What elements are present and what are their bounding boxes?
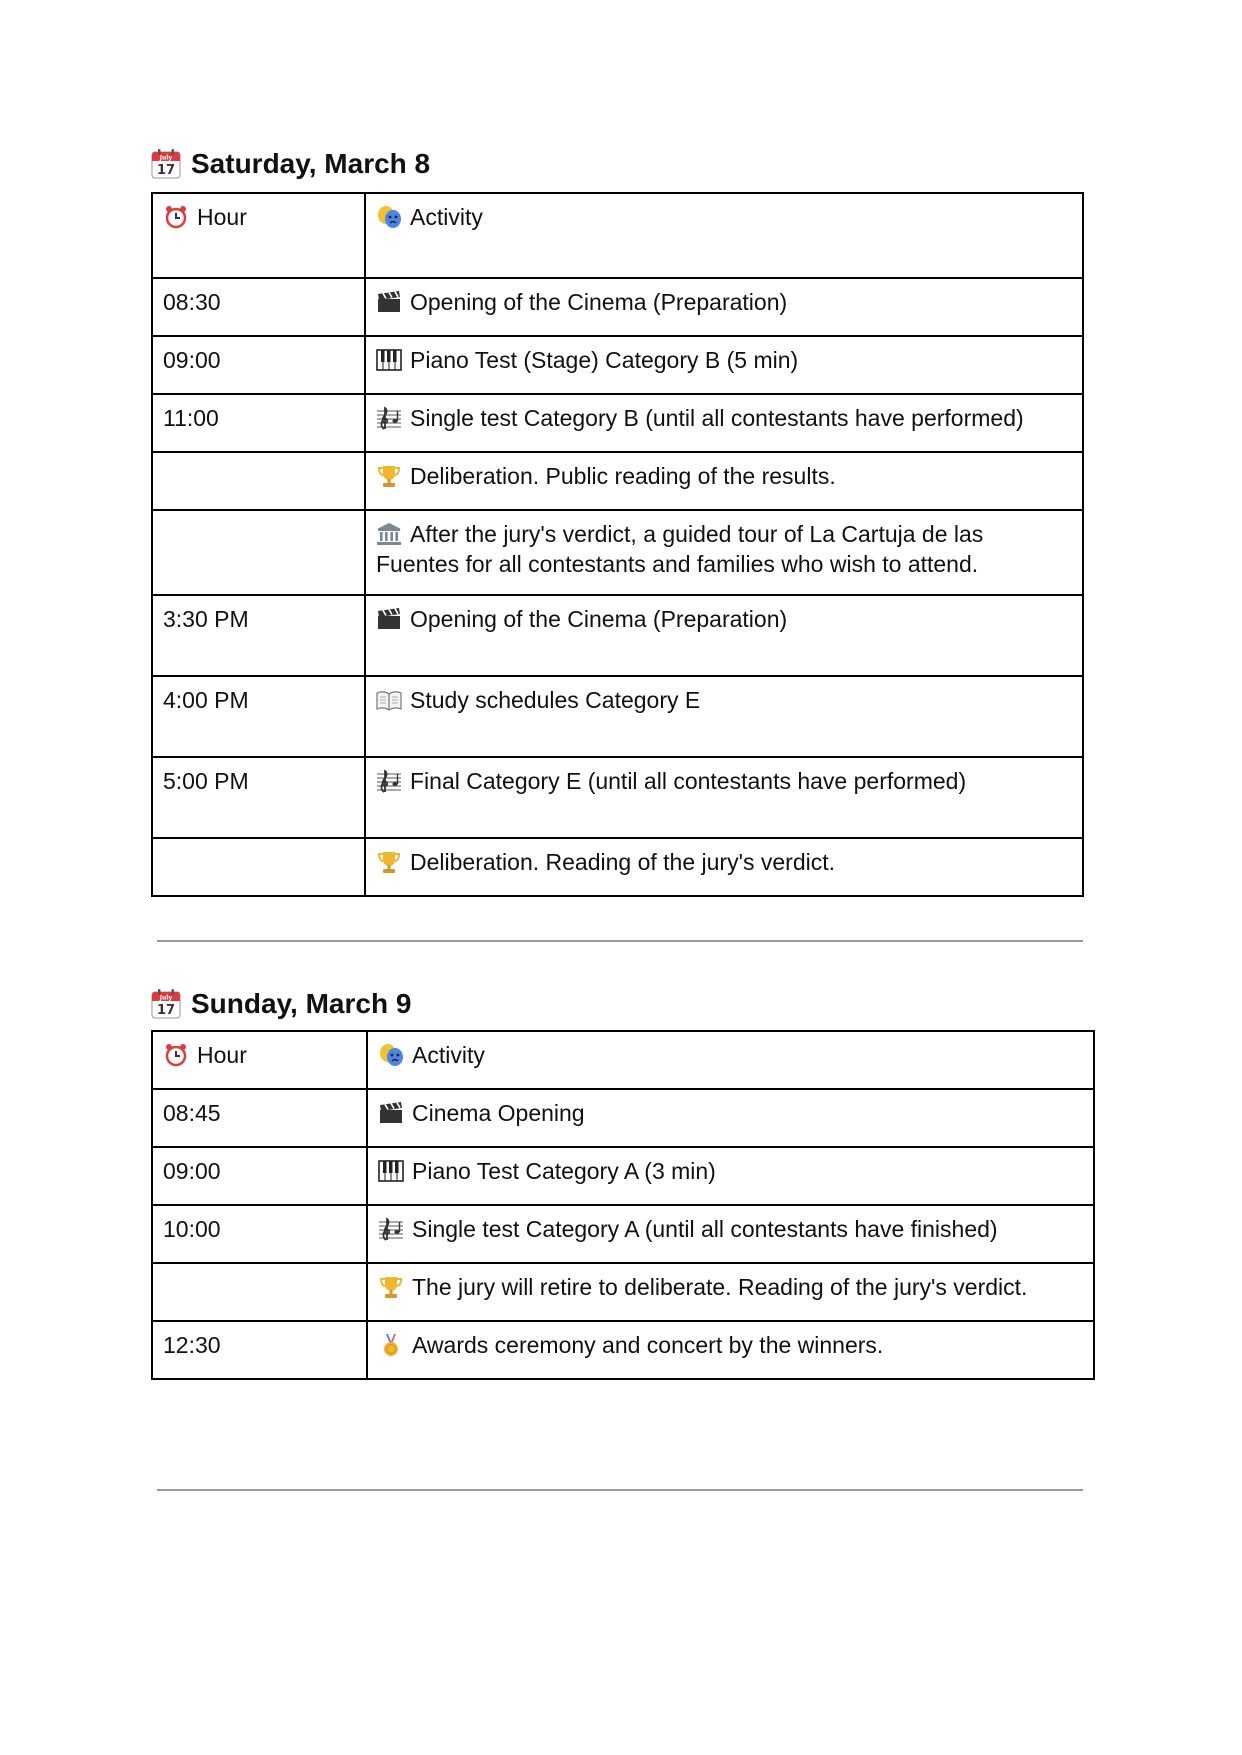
musical-score-icon (376, 406, 402, 430)
hour-cell: 09:00 (152, 336, 365, 394)
classical-building-icon (376, 522, 402, 546)
day-heading-saturday (151, 146, 430, 182)
hour-cell: 4:00 PM (152, 676, 365, 757)
activity-cell (365, 595, 1083, 676)
activity-cell (367, 1205, 1094, 1263)
activity-text: Piano Test Category A (3 min) (412, 1158, 716, 1184)
table-row (152, 595, 1083, 676)
header-activity-label: Activity (410, 204, 483, 230)
table-row (152, 676, 1083, 757)
activity-cell (365, 510, 1083, 595)
table-row (152, 1321, 1094, 1379)
day-heading-text: Sunday, March 9 (191, 988, 412, 1019)
activity-text: Single test Category B (until all contestants have performed) (410, 405, 1024, 431)
table-row (152, 278, 1083, 336)
activity-text: Cinema Opening (412, 1100, 585, 1126)
table-row (152, 336, 1083, 394)
medal-icon (378, 1333, 404, 1357)
activity-cell (367, 1321, 1094, 1379)
hour-cell: 3:30 PM (152, 595, 365, 676)
alarm-clock-icon (163, 1043, 189, 1067)
hour-cell: 08:45 (152, 1089, 367, 1147)
activity-text: Study schedules Category E (410, 687, 701, 713)
header-hour-label: Hour (197, 1042, 247, 1068)
activity-cell (365, 676, 1083, 757)
hour-cell: 09:00 (152, 1147, 367, 1205)
header-activity-cell (365, 193, 1083, 278)
hour-cell: 11:00 (152, 394, 365, 452)
day-heading-text: Saturday, March 8 (191, 148, 431, 179)
performing-arts-icon (378, 1043, 404, 1067)
trophy-icon (378, 1275, 404, 1299)
table-row (152, 394, 1083, 452)
table-row (152, 1089, 1094, 1147)
header-hour-cell (152, 193, 365, 278)
activity-text: Single test Category A (until all contestants have finished) (412, 1216, 998, 1242)
activity-cell (367, 1089, 1094, 1147)
piano-keys-icon (376, 348, 402, 372)
calendar-icon (151, 989, 181, 1019)
header-activity-cell (367, 1031, 1094, 1089)
header-hour-label: Hour (197, 204, 247, 230)
svg-text:July: July (159, 994, 173, 1002)
activity-text: Final Category E (until all contestants have performed) (410, 768, 967, 794)
clapperboard-icon (378, 1101, 404, 1125)
hour-cell (152, 838, 365, 896)
schedule-table-saturday (151, 192, 1084, 897)
performing-arts-icon (376, 205, 402, 229)
musical-score-icon (378, 1217, 404, 1241)
activity-cell (365, 278, 1083, 336)
activity-cell (367, 1147, 1094, 1205)
activity-text: The jury will retire to deliberate. Reading of the jury's verdict. (412, 1274, 1028, 1300)
hour-cell: 10:00 (152, 1205, 367, 1263)
section-divider (157, 940, 1083, 942)
day-heading-sunday (151, 986, 411, 1022)
hour-cell: 5:00 PM (152, 757, 365, 838)
activity-cell (367, 1263, 1094, 1321)
svg-text:July: July (159, 154, 173, 162)
table-row (152, 1263, 1094, 1321)
trophy-icon (376, 464, 402, 488)
header-hour-cell (152, 1031, 367, 1089)
table-header-row (152, 193, 1083, 278)
trophy-icon (376, 850, 402, 874)
table-row (152, 838, 1083, 896)
clapperboard-icon (376, 290, 402, 314)
hour-cell: 08:30 (152, 278, 365, 336)
alarm-clock-icon (163, 205, 189, 229)
table-header-row (152, 1031, 1094, 1089)
schedule-table-sunday (151, 1030, 1095, 1380)
table-row (152, 757, 1083, 838)
activity-cell (365, 452, 1083, 510)
open-book-icon (376, 688, 402, 712)
hour-cell (152, 452, 365, 510)
activity-text: Opening of the Cinema (Preparation) (410, 606, 788, 632)
table-row (152, 452, 1083, 510)
svg-text:17: 17 (156, 1003, 176, 1018)
activity-cell (365, 394, 1083, 452)
musical-score-icon (376, 769, 402, 793)
activity-text: Opening of the Cinema (Preparation) (410, 289, 788, 315)
activity-text: Awards ceremony and concert by the winners. (412, 1332, 884, 1358)
activity-cell (365, 838, 1083, 896)
activity-cell (365, 757, 1083, 838)
table-row (152, 510, 1083, 595)
table-row (152, 1147, 1094, 1205)
activity-text: After the jury's verdict, a guided tour of La Cartuja de las Fuentes for all contestants and families who wish to attend. (376, 521, 984, 577)
svg-text:17: 17 (156, 163, 176, 178)
activity-text: Deliberation. Reading of the jury's verdict. (410, 849, 835, 875)
table-row (152, 1205, 1094, 1263)
section-divider (157, 1489, 1083, 1491)
calendar-icon (151, 149, 181, 179)
activity-text: Piano Test (Stage) Category B (5 min) (410, 347, 799, 373)
piano-keys-icon (378, 1159, 404, 1183)
activity-text: Deliberation. Public reading of the results. (410, 463, 836, 489)
activity-cell (365, 336, 1083, 394)
hour-cell (152, 510, 365, 595)
hour-cell (152, 1263, 367, 1321)
header-activity-label: Activity (412, 1042, 485, 1068)
clapperboard-icon (376, 607, 402, 631)
hour-cell: 12:30 (152, 1321, 367, 1379)
